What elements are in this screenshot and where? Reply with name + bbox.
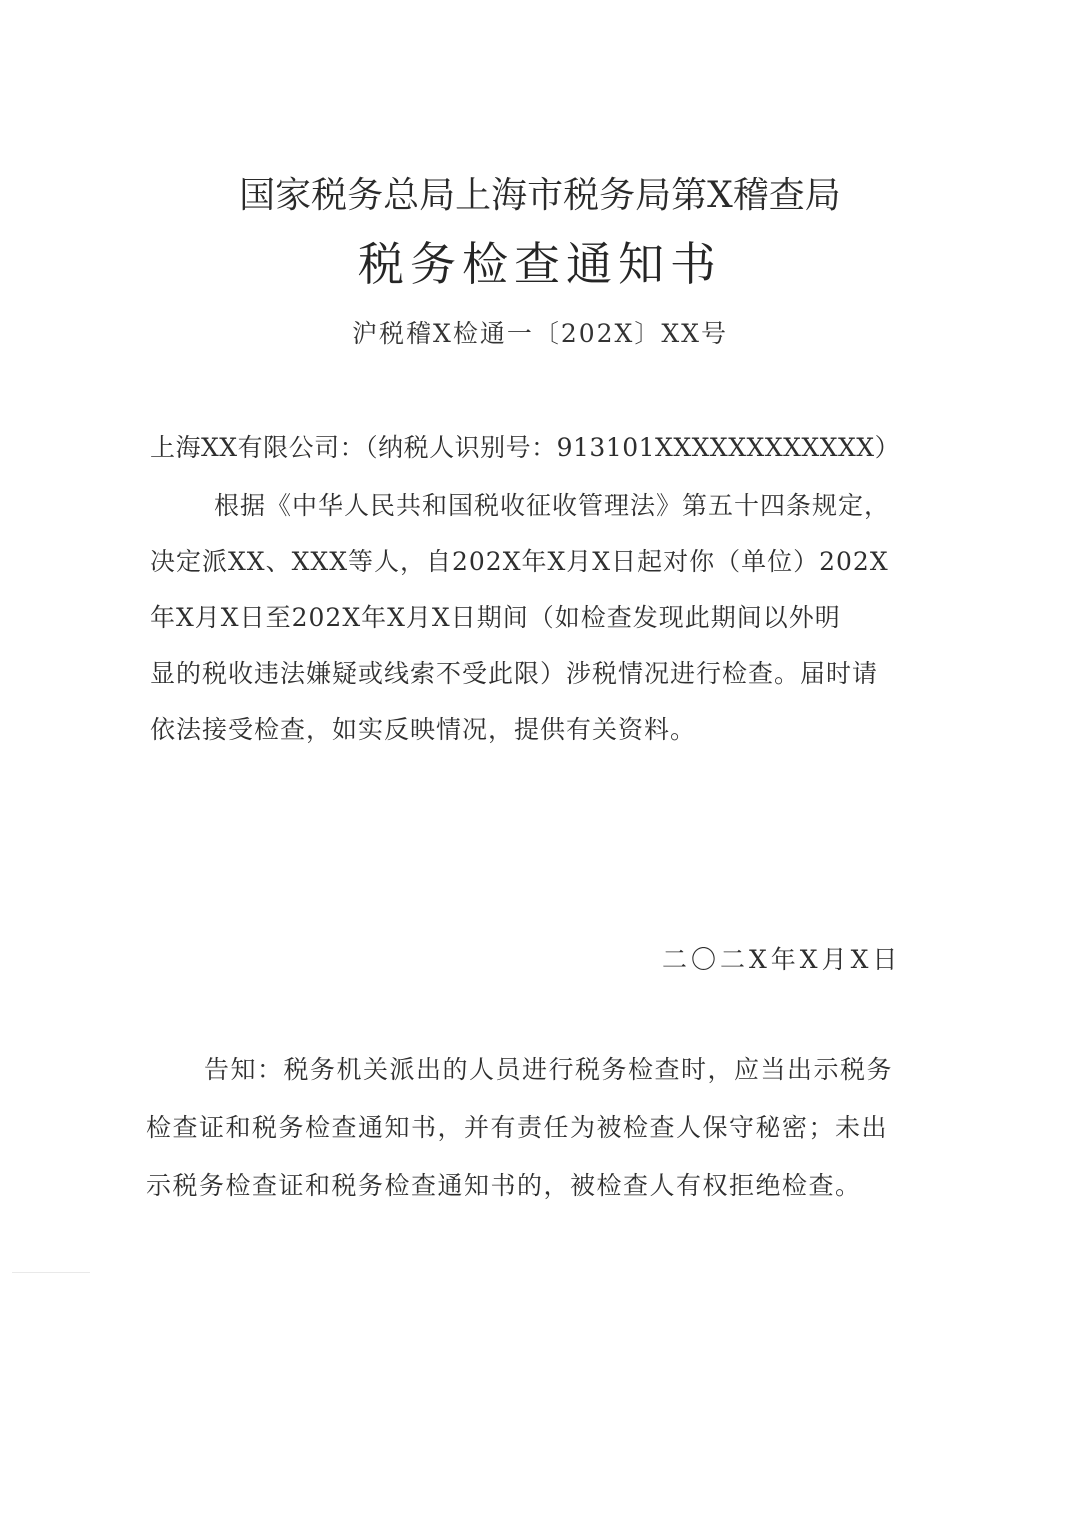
body-line-4: 显的税收违法嫌疑或线索不受此限）涉税情况进行检查。届时请 — [150, 659, 879, 688]
body-line-1: 根据《中华人民共和国税收征收管理法》第五十四条规定， — [214, 491, 891, 520]
issue-date: 二〇二X年X月X日 — [662, 945, 902, 974]
body-line-2: 决定派XX、XXX等人，自202X年X月X日起对你（单位）202X — [150, 547, 889, 576]
recipient-line: 上海XX有限公司：（纳税人识别号：913101XXXXXXXXXXXX） — [150, 433, 901, 462]
notice-line-2: 检查证和税务检查通知书，并有责任为被检查人保守秘密；未出 — [146, 1113, 889, 1142]
agency-name: 国家税务总局上海市税务局第X稽查局 — [239, 175, 841, 216]
notice-line-3: 示税务检查证和税务检查通知书的，被检查人有权拒绝检查。 — [146, 1171, 862, 1200]
notice-line-1: 告知：税务机关派出的人员进行税务检查时，应当出示税务 — [204, 1055, 894, 1084]
body-line-3: 年X月X日至202X年X月X日期间（如检查发现此期间以外明 — [150, 603, 841, 632]
document-number: 沪税稽X检通一〔202X〕XX号 — [352, 319, 728, 348]
document-title: 税务检查通知书 — [358, 237, 722, 291]
body-line-5: 依法接受检查，如实反映情况，提供有关资料。 — [150, 715, 697, 744]
scan-artifact — [12, 1272, 90, 1273]
